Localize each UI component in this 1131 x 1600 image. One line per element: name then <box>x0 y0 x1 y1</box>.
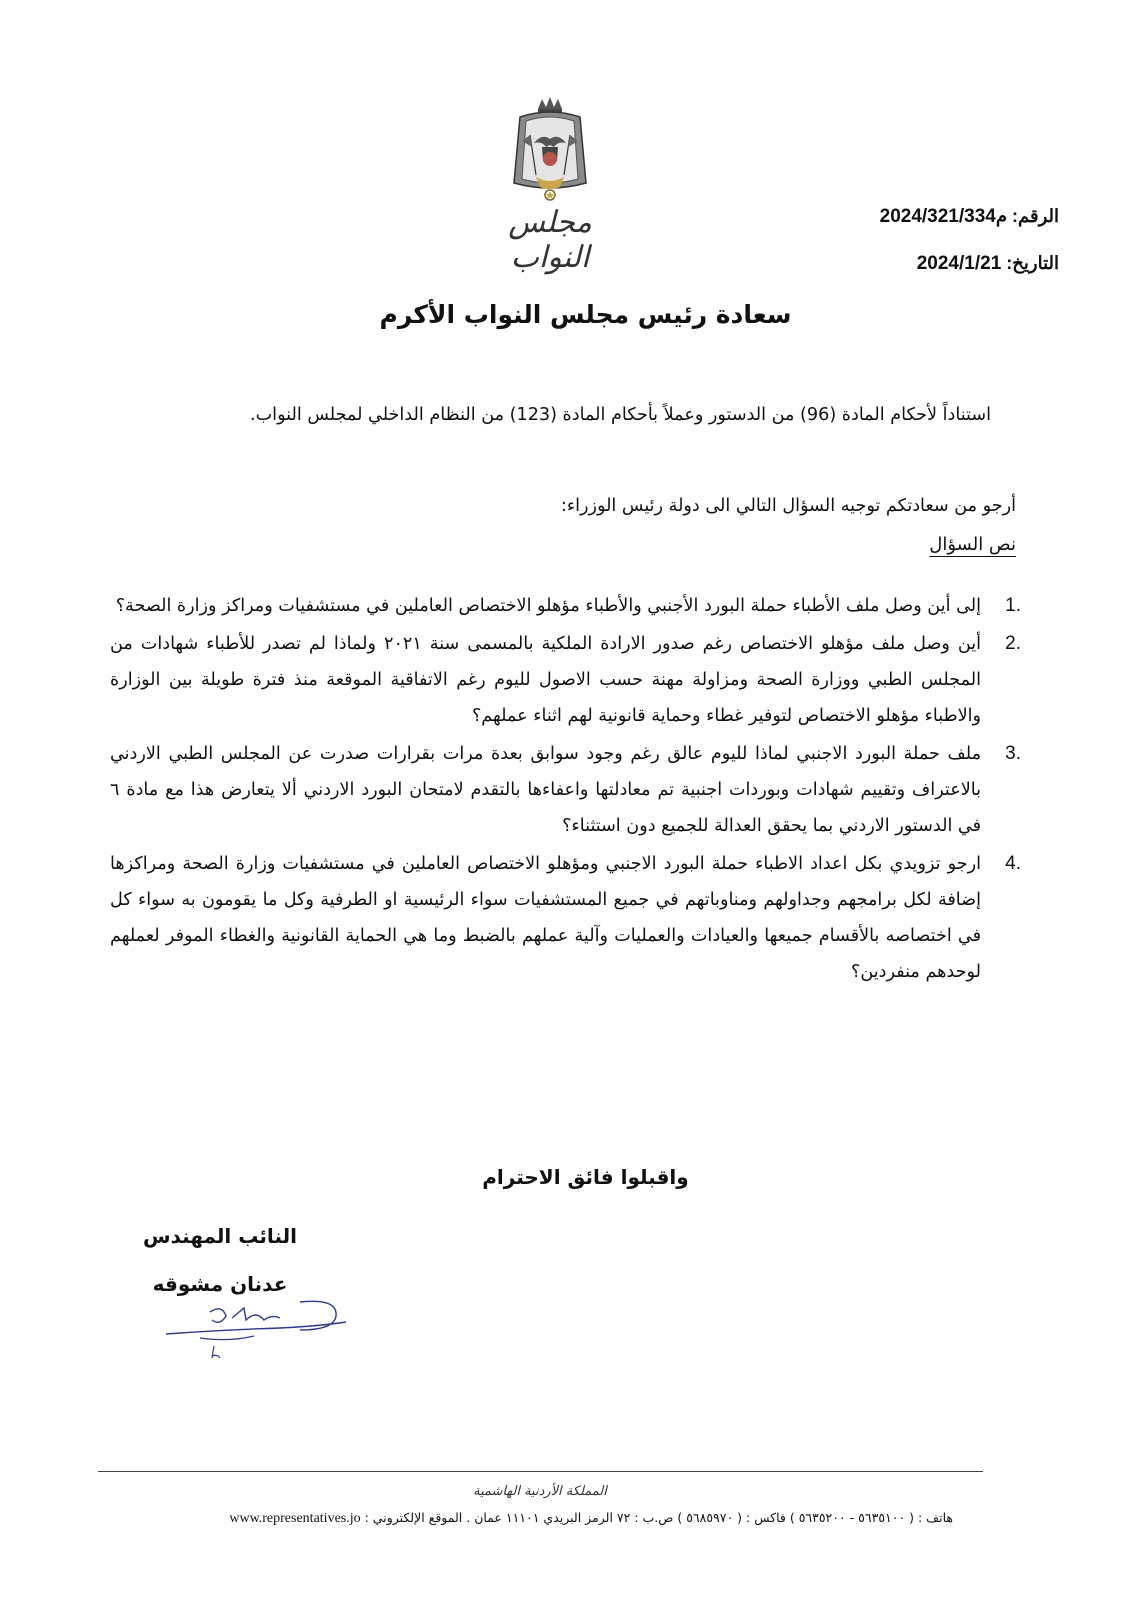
request-paragraph: أرجو من سعادتكم توجيه السؤال التالي الى دولة رئيس الوزراء: <box>560 496 1016 516</box>
questions-title: نص السؤال <box>929 534 1016 555</box>
question-text: أين وصل ملف مؤهلو الاختصاص رغم صدور الارادة الملكية بالمسمى سنة ٢٠٢١ ولماذا لم تصدر للأطباء شهادات من المجلس الطبي ووزارة الصحة ومزاولة مهنة حسب الاصول لليوم رغم الاتفاقية الموقعة منذ فترة طويلة بين الوزارة والاطباء مؤهلو الاختصاص لتوفير غطاء وحماية قانونية لهم اثناء عملهم؟ <box>110 634 981 726</box>
reference-value: 2024/321/334 <box>879 206 996 227</box>
closing-salutation: واقبلوا فائق الاحترام <box>482 1165 689 1189</box>
question-text: ارجو تزويدي بكل اعداد الاطباء حملة البورد الاجنبي ومؤهلو الاختصاص العاملين في مستشفيات وزارة الصحة ومراكزها إضافة لكل برامجهم وجداولهم ومناوباتهم في جميع المستشفيات سواء الرئيسية او الطرفية وكل ما يقومون به سواء كل في اختصاصه بالأقسام جميعها والعيادات والعمليات وآلية عملهم بالضبط وما هي الحماية القانونية والغطاء الموفر لعملهم لوحدهم منفردين؟ <box>110 854 981 982</box>
question-item <box>110 846 1021 990</box>
reference-label: الرقم: م <box>995 206 1059 226</box>
questions-list <box>110 588 1021 992</box>
footer-contact-info <box>128 1510 953 1527</box>
question-item <box>110 626 1021 734</box>
question-number: 4. <box>1005 853 1021 874</box>
question-number: 1. <box>1005 595 1021 616</box>
coat-of-arms-emblem <box>500 95 600 205</box>
footer-divider <box>98 1471 983 1472</box>
signatory-title: النائب المهندس <box>143 1224 297 1248</box>
intro-paragraph: استناداً لأحكام المادة (96) من الدستور وعملاً بأحكام المادة (123) من النظام الداخلي لمجلس النواب. <box>250 405 991 425</box>
signatory-name: عدنان مشوقه <box>152 1272 288 1296</box>
letter-date <box>917 253 1059 275</box>
footer-contact-text: هاتف : ( ٥٦٣٥١٠٠ - ٥٦٣٥٢٠٠ ) فاكس : ( ٥٦٨٥٩٧٠ ) ص.ب : ٧٢ الرمز البريدي ١١١٠١ عمان . الموقع الإلكتروني : <box>364 1510 953 1525</box>
question-number: 3. <box>1005 743 1021 764</box>
question-number: 2. <box>1005 633 1021 654</box>
question-text: ملف حملة البورد الاجنبي لماذا لليوم عالق رغم وجود سوابق بعدة مرات بقرارات صدرت عن المجلس الطبي الاردني بالاعتراف وتقييم شهادات وبوردات اجنبية تم معادلتها واعفاءها بالتقدم لامتحان البورد الاردني ألا يتعارض هذا مع مادة ٦ في الدستور الاردني بما يحقق العدالة للجميع دون استثناء؟ <box>110 744 981 836</box>
question-item <box>110 588 1021 624</box>
footer-website-link[interactable]: www.representatives.jo <box>229 1511 361 1526</box>
question-text: إلى أين وصل ملف الأطباء حملة البورد الأجنبي والأطباء مؤهلو الاختصاص العاملين في مستشفيات ومراكز وزارة الصحة؟ <box>115 596 981 616</box>
handwritten-signature <box>160 1290 350 1370</box>
date-label: التاريخ: <box>1006 253 1059 273</box>
date-value: 2024/1/21 <box>916 253 1002 274</box>
footer-kingdom-logo: المملكة الأردنية الهاشمية <box>473 1484 607 1499</box>
question-item <box>110 736 1021 844</box>
council-logo-text: مجلس النواب <box>508 205 592 275</box>
addressee-heading: سعادة رئيس مجلس النواب الأكرم <box>379 300 792 329</box>
reference-number <box>880 206 1059 228</box>
